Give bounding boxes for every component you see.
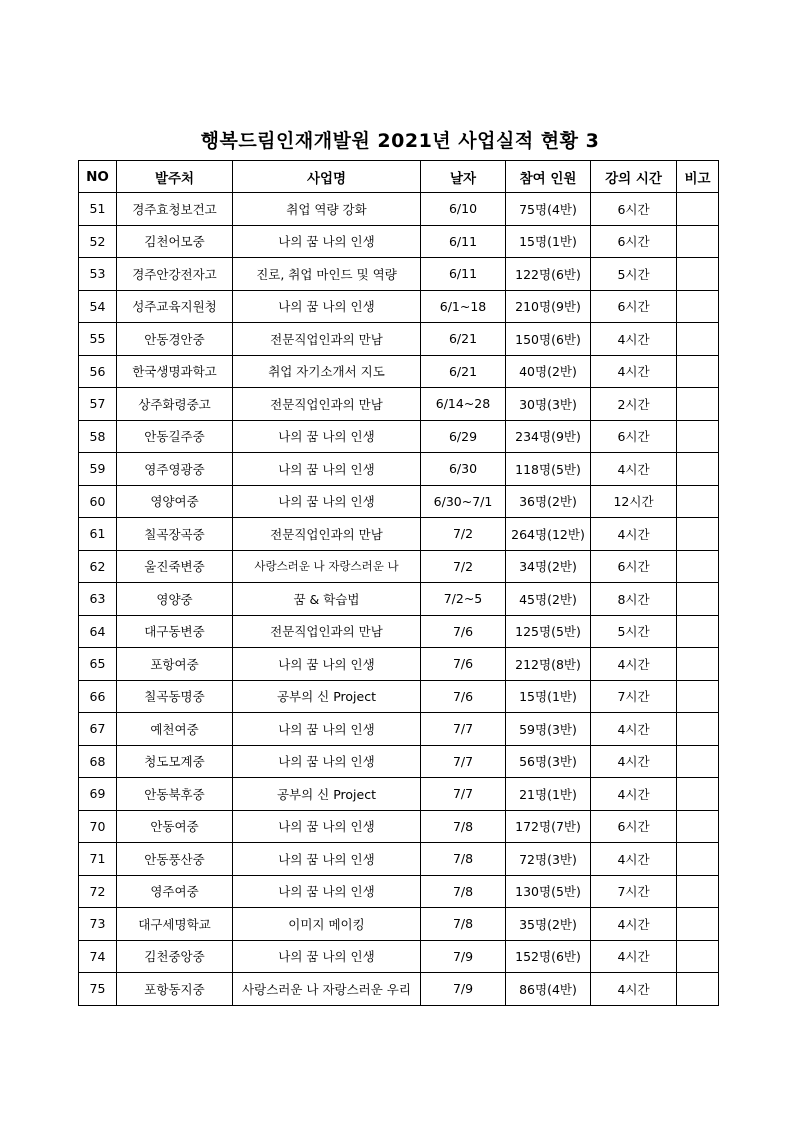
cell-client: 대구세명학교 xyxy=(117,908,233,941)
cell-no: 66 xyxy=(79,680,117,713)
cell-client: 김천어모중 xyxy=(117,225,233,258)
cell-no: 60 xyxy=(79,485,117,518)
cell-no: 72 xyxy=(79,875,117,908)
cell-client: 칠곡장곡중 xyxy=(117,518,233,551)
cell-lecture-hours: 4시간 xyxy=(591,453,677,486)
cell-remarks xyxy=(677,940,719,973)
page-title: 행복드림인재개발원 2021년 사업실적 현황 3 xyxy=(200,130,600,152)
cell-no: 53 xyxy=(79,258,117,291)
cell-no: 65 xyxy=(79,648,117,681)
cell-participants: 75명(4반) xyxy=(506,193,591,226)
table-header-row xyxy=(79,161,719,193)
cell-client: 안동여중 xyxy=(117,810,233,843)
table-row xyxy=(79,648,719,681)
table-row xyxy=(79,420,719,453)
cell-date: 7/9 xyxy=(421,973,506,1006)
cell-lecture-hours: 6시간 xyxy=(591,550,677,583)
cell-date: 7/2~5 xyxy=(421,583,506,616)
table-row xyxy=(79,355,719,388)
cell-participants: 30명(3반) xyxy=(506,388,591,421)
cell-project: 나의 꿈 나의 인생 xyxy=(233,940,421,973)
cell-client: 경주안강전자고 xyxy=(117,258,233,291)
cell-project: 취업 역량 강화 xyxy=(233,193,421,226)
cell-participants: 210명(9반) xyxy=(506,290,591,323)
cell-remarks xyxy=(677,843,719,876)
cell-participants: 118명(5반) xyxy=(506,453,591,486)
cell-date: 6/11 xyxy=(421,258,506,291)
table-row xyxy=(79,485,719,518)
cell-remarks xyxy=(677,713,719,746)
cell-participants: 264명(12반) xyxy=(506,518,591,551)
cell-participants: 15명(1반) xyxy=(506,225,591,258)
cell-project: 나의 꿈 나의 인생 xyxy=(233,810,421,843)
cell-participants: 35명(2반) xyxy=(506,908,591,941)
cell-lecture-hours: 4시간 xyxy=(591,908,677,941)
cell-project: 나의 꿈 나의 인생 xyxy=(233,648,421,681)
cell-project: 취업 자기소개서 지도 xyxy=(233,355,421,388)
cell-no: 69 xyxy=(79,778,117,811)
cell-remarks xyxy=(677,518,719,551)
cell-project: 사랑스러운 나 자랑스러운 나 xyxy=(233,550,421,583)
table-row xyxy=(79,940,719,973)
cell-date: 6/30 xyxy=(421,453,506,486)
cell-project: 나의 꿈 나의 인생 xyxy=(233,485,421,518)
cell-client: 예천여중 xyxy=(117,713,233,746)
cell-date: 6/29 xyxy=(421,420,506,453)
cell-remarks xyxy=(677,875,719,908)
cell-project: 나의 꿈 나의 인생 xyxy=(233,453,421,486)
cell-remarks xyxy=(677,193,719,226)
cell-project: 전문직업인과의 만남 xyxy=(233,615,421,648)
cell-date: 7/7 xyxy=(421,745,506,778)
cell-remarks xyxy=(677,615,719,648)
cell-remarks xyxy=(677,420,719,453)
cell-participants: 125명(5반) xyxy=(506,615,591,648)
cell-client: 안동북후중 xyxy=(117,778,233,811)
cell-project: 나의 꿈 나의 인생 xyxy=(233,875,421,908)
cell-no: 59 xyxy=(79,453,117,486)
cell-participants: 172명(7반) xyxy=(506,810,591,843)
cell-remarks xyxy=(677,290,719,323)
cell-lecture-hours: 6시간 xyxy=(591,420,677,453)
cell-project: 전문직업인과의 만남 xyxy=(233,388,421,421)
cell-date: 7/2 xyxy=(421,518,506,551)
cell-remarks xyxy=(677,388,719,421)
cell-participants: 21명(1반) xyxy=(506,778,591,811)
cell-lecture-hours: 4시간 xyxy=(591,973,677,1006)
table-row xyxy=(79,843,719,876)
cell-project: 전문직업인과의 만남 xyxy=(233,323,421,356)
cell-lecture-hours: 4시간 xyxy=(591,713,677,746)
table-row xyxy=(79,875,719,908)
cell-participants: 212명(8반) xyxy=(506,648,591,681)
cell-no: 73 xyxy=(79,908,117,941)
cell-participants: 15명(1반) xyxy=(506,680,591,713)
cell-no: 74 xyxy=(79,940,117,973)
cell-lecture-hours: 5시간 xyxy=(591,615,677,648)
cell-client: 영양중 xyxy=(117,583,233,616)
cell-project: 전문직업인과의 만남 xyxy=(233,518,421,551)
cell-date: 7/7 xyxy=(421,713,506,746)
cell-date: 7/6 xyxy=(421,615,506,648)
cell-no: 51 xyxy=(79,193,117,226)
table-row xyxy=(79,550,719,583)
cell-client: 김천중앙중 xyxy=(117,940,233,973)
cell-participants: 150명(6반) xyxy=(506,323,591,356)
cell-date: 7/7 xyxy=(421,778,506,811)
cell-client: 영주여중 xyxy=(117,875,233,908)
cell-client: 칠곡동명중 xyxy=(117,680,233,713)
cell-project: 나의 꿈 나의 인생 xyxy=(233,745,421,778)
cell-participants: 59명(3반) xyxy=(506,713,591,746)
cell-no: 75 xyxy=(79,973,117,1006)
cell-client: 포항동지중 xyxy=(117,973,233,1006)
cell-lecture-hours: 4시간 xyxy=(591,648,677,681)
table-row xyxy=(79,583,719,616)
table-row xyxy=(79,745,719,778)
cell-participants: 40명(2반) xyxy=(506,355,591,388)
cell-date: 7/8 xyxy=(421,810,506,843)
cell-date: 7/8 xyxy=(421,875,506,908)
cell-remarks xyxy=(677,908,719,941)
cell-no: 70 xyxy=(79,810,117,843)
cell-lecture-hours: 4시간 xyxy=(591,323,677,356)
cell-lecture-hours: 6시간 xyxy=(591,810,677,843)
cell-lecture-hours: 8시간 xyxy=(591,583,677,616)
table-row xyxy=(79,615,719,648)
cell-no: 58 xyxy=(79,420,117,453)
cell-lecture-hours: 6시간 xyxy=(591,290,677,323)
cell-date: 6/11 xyxy=(421,225,506,258)
cell-project: 꿈 & 학습법 xyxy=(233,583,421,616)
cell-date: 7/8 xyxy=(421,843,506,876)
performance-table xyxy=(78,160,719,1006)
cell-remarks xyxy=(677,810,719,843)
table-row xyxy=(79,225,719,258)
cell-client: 포항여중 xyxy=(117,648,233,681)
cell-no: 68 xyxy=(79,745,117,778)
table-row xyxy=(79,193,719,226)
table-row xyxy=(79,323,719,356)
cell-date: 6/21 xyxy=(421,355,506,388)
table-row xyxy=(79,453,719,486)
header-date: 날자 xyxy=(421,161,506,193)
cell-remarks xyxy=(677,680,719,713)
header-no: NO xyxy=(79,161,117,193)
cell-no: 55 xyxy=(79,323,117,356)
header-client: 발주처 xyxy=(117,161,233,193)
cell-participants: 45명(2반) xyxy=(506,583,591,616)
table-row xyxy=(79,258,719,291)
cell-remarks xyxy=(677,258,719,291)
cell-project: 나의 꿈 나의 인생 xyxy=(233,420,421,453)
cell-project: 진로, 취업 마인드 및 역량 xyxy=(233,258,421,291)
header-lecture-hours: 강의 시간 xyxy=(591,161,677,193)
table-row xyxy=(79,680,719,713)
cell-project: 이미지 메이킹 xyxy=(233,908,421,941)
cell-client: 성주교육지원청 xyxy=(117,290,233,323)
cell-project: 나의 꿈 나의 인생 xyxy=(233,225,421,258)
cell-project: 나의 꿈 나의 인생 xyxy=(233,843,421,876)
cell-participants: 56명(3반) xyxy=(506,745,591,778)
cell-lecture-hours: 4시간 xyxy=(591,355,677,388)
cell-lecture-hours: 12시간 xyxy=(591,485,677,518)
cell-remarks xyxy=(677,355,719,388)
header-participants: 참여 인원 xyxy=(506,161,591,193)
cell-date: 7/2 xyxy=(421,550,506,583)
cell-date: 7/8 xyxy=(421,908,506,941)
cell-client: 대구동변중 xyxy=(117,615,233,648)
cell-remarks xyxy=(677,778,719,811)
cell-client: 울진죽변중 xyxy=(117,550,233,583)
table-row xyxy=(79,973,719,1006)
table-row xyxy=(79,290,719,323)
cell-project: 공부의 신 Project xyxy=(233,778,421,811)
cell-project: 사랑스러운 나 자랑스러운 우리 xyxy=(233,973,421,1006)
header-project: 사업명 xyxy=(233,161,421,193)
cell-client: 경주효청보건고 xyxy=(117,193,233,226)
cell-remarks xyxy=(677,973,719,1006)
cell-participants: 36명(2반) xyxy=(506,485,591,518)
cell-date: 7/6 xyxy=(421,680,506,713)
cell-lecture-hours: 5시간 xyxy=(591,258,677,291)
cell-lecture-hours: 4시간 xyxy=(591,940,677,973)
cell-remarks xyxy=(677,453,719,486)
cell-participants: 152명(6반) xyxy=(506,940,591,973)
cell-no: 64 xyxy=(79,615,117,648)
cell-no: 67 xyxy=(79,713,117,746)
cell-client: 영주영광중 xyxy=(117,453,233,486)
cell-remarks xyxy=(677,745,719,778)
table-row xyxy=(79,778,719,811)
cell-date: 6/1~18 xyxy=(421,290,506,323)
cell-client: 안동길주중 xyxy=(117,420,233,453)
cell-participants: 72명(3반) xyxy=(506,843,591,876)
cell-project: 나의 꿈 나의 인생 xyxy=(233,713,421,746)
cell-lecture-hours: 7시간 xyxy=(591,680,677,713)
cell-date: 6/21 xyxy=(421,323,506,356)
cell-lecture-hours: 7시간 xyxy=(591,875,677,908)
cell-date: 6/10 xyxy=(421,193,506,226)
cell-no: 62 xyxy=(79,550,117,583)
cell-lecture-hours: 4시간 xyxy=(591,518,677,551)
cell-date: 7/6 xyxy=(421,648,506,681)
cell-participants: 86명(4반) xyxy=(506,973,591,1006)
cell-date: 7/9 xyxy=(421,940,506,973)
cell-remarks xyxy=(677,485,719,518)
cell-lecture-hours: 6시간 xyxy=(591,193,677,226)
cell-no: 57 xyxy=(79,388,117,421)
cell-lecture-hours: 6시간 xyxy=(591,225,677,258)
cell-client: 영양여중 xyxy=(117,485,233,518)
table-row xyxy=(79,518,719,551)
cell-date: 6/14~28 xyxy=(421,388,506,421)
cell-client: 안동풍산중 xyxy=(117,843,233,876)
cell-remarks xyxy=(677,583,719,616)
cell-remarks xyxy=(677,550,719,583)
cell-no: 61 xyxy=(79,518,117,551)
cell-client: 한국생명과학고 xyxy=(117,355,233,388)
cell-date: 6/30~7/1 xyxy=(421,485,506,518)
cell-remarks xyxy=(677,648,719,681)
cell-lecture-hours: 4시간 xyxy=(591,843,677,876)
cell-lecture-hours: 4시간 xyxy=(591,745,677,778)
table-row xyxy=(79,713,719,746)
cell-lecture-hours: 2시간 xyxy=(591,388,677,421)
cell-remarks xyxy=(677,323,719,356)
cell-remarks xyxy=(677,225,719,258)
cell-participants: 234명(9반) xyxy=(506,420,591,453)
cell-no: 54 xyxy=(79,290,117,323)
cell-client: 청도모계중 xyxy=(117,745,233,778)
cell-client: 상주화령중고 xyxy=(117,388,233,421)
cell-project: 공부의 신 Project xyxy=(233,680,421,713)
cell-project: 나의 꿈 나의 인생 xyxy=(233,290,421,323)
table-row xyxy=(79,908,719,941)
header-remarks: 비고 xyxy=(677,161,719,193)
cell-client: 안동경안중 xyxy=(117,323,233,356)
cell-participants: 122명(6반) xyxy=(506,258,591,291)
table-row xyxy=(79,810,719,843)
cell-no: 71 xyxy=(79,843,117,876)
cell-participants: 130명(5반) xyxy=(506,875,591,908)
table-row xyxy=(79,388,719,421)
cell-no: 63 xyxy=(79,583,117,616)
cell-lecture-hours: 4시간 xyxy=(591,778,677,811)
cell-no: 52 xyxy=(79,225,117,258)
cell-no: 56 xyxy=(79,355,117,388)
cell-participants: 34명(2반) xyxy=(506,550,591,583)
